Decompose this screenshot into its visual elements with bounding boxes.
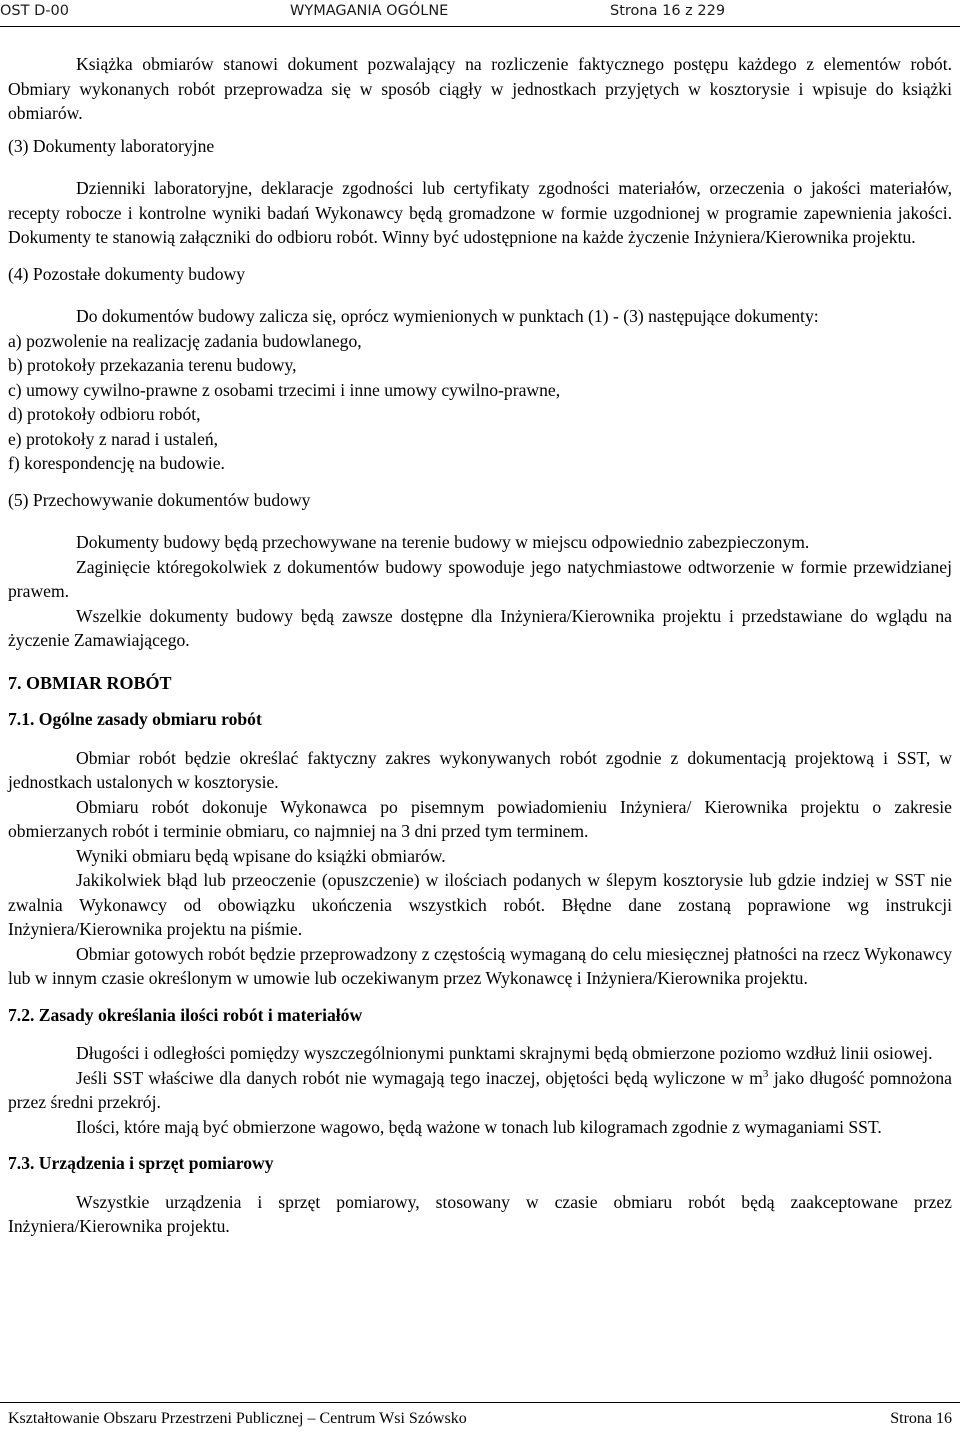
section-heading: 7.1. Ogólne zasady obmiaru robót bbox=[8, 709, 262, 729]
superscript: 3 bbox=[762, 1067, 769, 1080]
subsection-title: (4) Pozostałe dokumenty budowy bbox=[8, 263, 245, 284]
footer-divider bbox=[0, 1402, 960, 1403]
section-heading: 7.2. Zasady określania ilości robót i materiałów bbox=[8, 1004, 363, 1025]
subsection-title: (5) Przechowywanie dokumentów budowy bbox=[8, 489, 311, 510]
paragraph: Ilości, które mają być obmierzone wagowo, będą ważone w tonach lub kilogramach zgodnie z wymaganiami SST. bbox=[76, 1116, 882, 1137]
page-header bbox=[0, 0, 960, 28]
paragraph: Do dokumentów budowy zalicza się, oprócz wymienionych w punktach (1) - (3) następujące dokumenty: bbox=[76, 306, 819, 326]
list-item: a) pozwolenie na realizację zadania budowlanego, bbox=[8, 330, 362, 351]
list-item: b) protokoły przekazania terenu budowy, bbox=[8, 355, 297, 375]
paragraph: Obmiaru robót dokonuje Wykonawca po pisemnym powiadomieniu Inżyniera/ Kierownika projektu o zakresie obmierzanych robót i terminie obmiaru, co najmniej na 3 dni przed tym terminem. bbox=[8, 796, 952, 841]
paragraph: Obmiar robót będzie określać faktyczny zakres wykonywanych robót zgodnie z dokumentacją projektową i SST, w jednostkach ustalonych w kosztorysie. bbox=[8, 747, 952, 792]
section-heading: 7. OBMIAR ROBÓT bbox=[8, 672, 172, 693]
paragraph: Wszelkie dokumenty budowy będą zawsze dostępne dla Inżyniera/Kierownika projektu i przedstawiane do wglądu na życzenie Zamawiającego. bbox=[8, 605, 952, 650]
list-item: d) protokoły odbioru robót, bbox=[8, 404, 201, 424]
paragraph: Długości i odległości pomiędzy wyszczególnionymi punktami skrajnymi będą obmierzone poziomo wzdłuż linii osiowej. bbox=[76, 1043, 933, 1063]
paragraph: Dzienniki laboratoryjne, deklaracje zgodności lub certyfikaty zgodności materiałów, orzeczenia o jakości materiałów, recepty robocze i kontrolne wyniki badań Wykonawcy będą gromadzone w formie uzgodnionej w programie zapewnienia jakości. Dokumenty te stanowią załączniki do odbioru robót. Winny być udostępnione na każde życzenie Inżyniera/Kierownika projektu. bbox=[8, 178, 952, 247]
paragraph: Książka obmiarów stanowi dokument pozwalający na rozliczenie faktycznego postępu każdego z elementów robót. Obmiary wykonanych robót przeprowadza się w sposób ciągły w jednostkach przyjętych w kosztorysie i wpisuje do książki obmiarów. bbox=[8, 54, 952, 123]
list-item: e) protokoły z narad i ustaleń, bbox=[8, 428, 219, 449]
document-list bbox=[8, 329, 952, 476]
list-item: c) umowy cywilno-prawne z osobami trzecimi i inne umowy cywilno-prawne, bbox=[8, 379, 561, 400]
document-body bbox=[8, 52, 952, 1239]
paragraph-text: jako długość pomnożona przez średni przekrój. bbox=[8, 1067, 952, 1112]
paragraph: Dokumenty budowy będą przechowywane na terenie budowy w miejscu odpowiednio zabezpieczonym. bbox=[76, 532, 810, 552]
header-doc-code: OST D-00 bbox=[0, 3, 69, 19]
list-item: f) korespondencję na budowie. bbox=[8, 453, 225, 473]
footer-project-title: Kształtowanie Obszaru Przestrzeni Publicznej – Centrum Wsi Szówsko bbox=[8, 1410, 467, 1427]
paragraph bbox=[8, 1066, 952, 1115]
header-section-title: WYMAGANIA OGÓLNE bbox=[290, 3, 449, 19]
section-heading: 7.3. Urządzenia i sprzęt pomiarowy bbox=[8, 1153, 274, 1173]
header-page-number: Strona 16 z 229 bbox=[610, 3, 726, 19]
subsection-title: (3) Dokumenty laboratoryjne bbox=[8, 135, 215, 156]
paragraph-text: Jeśli SST właściwe dla danych robót nie wymagają tego inaczej, objętości będą wyliczone w m bbox=[76, 1067, 763, 1088]
header-divider bbox=[0, 26, 960, 27]
paragraph: Zaginięcie któregokolwiek z dokumentów budowy spowoduje jego natychmiastowe odtworzenie w formie przewidzianej prawem. bbox=[8, 556, 952, 601]
footer-page-number: Strona 16 bbox=[890, 1410, 952, 1427]
paragraph: Obmiar gotowych robót będzie przeprowadzony z częstością wymaganą do celu miesięcznej płatności na rzecz Wykonawcy lub w innym czasie określonym w umowie lub oczekiwanym przez Wykonawcę i Inżyniera/Kierownika projektu. bbox=[8, 943, 952, 988]
paragraph: Jakikolwiek błąd lub przeoczenie (opuszczenie) w ilościach podanych w ślepym kosztorysie lub gdzie indziej w SST nie zwalnia Wykonawcy od obowiązku ukończenia wszystkich robót. Błędne dane zostaną poprawione wg instrukcji Inżyniera/Kierownika projektu na piśmie. bbox=[8, 870, 952, 939]
paragraph: Wszystkie urządzenia i sprzęt pomiarowy, stosowany w czasie obmiaru robót będą zaakceptowane przez Inżyniera/Kierownika projektu. bbox=[8, 1191, 952, 1236]
paragraph: Wyniki obmiaru będą wpisane do książki obmiarów. bbox=[76, 845, 446, 866]
